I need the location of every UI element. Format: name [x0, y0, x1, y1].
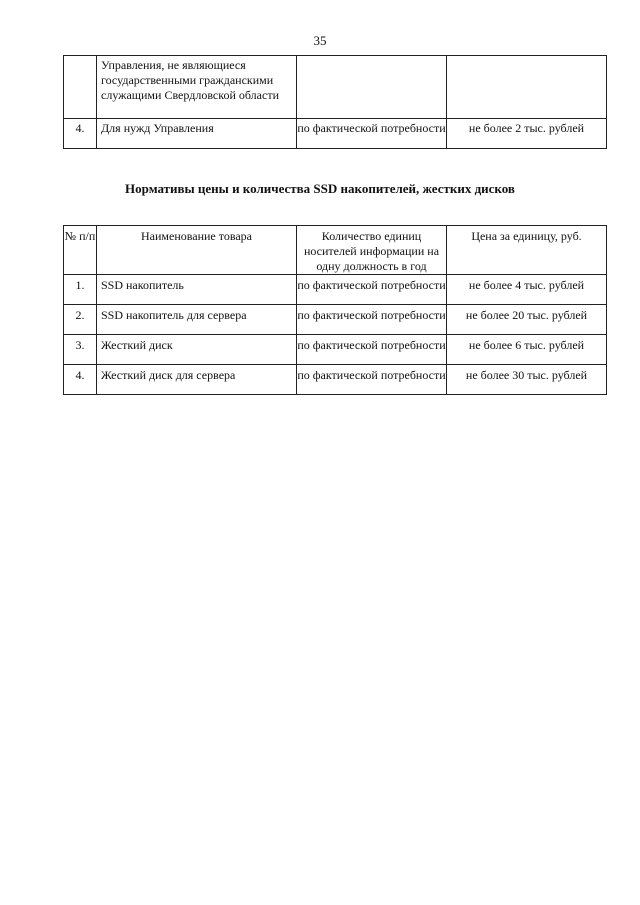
ssd-hdd-norms-table	[63, 225, 607, 395]
item-name-cell: Управления, не являющиеся государственными гражданскими служащими Свердловской области	[97, 56, 297, 119]
quantity-cell	[297, 56, 447, 119]
table-row	[64, 365, 607, 395]
quantity-cell: по фактической потребности	[297, 119, 447, 149]
quantity-cell: по фактической потребности	[297, 335, 447, 365]
row-number-cell: 2.	[64, 305, 97, 335]
price-cell: не более 4 тыс. рублей	[447, 275, 607, 305]
table-row	[64, 335, 607, 365]
item-name-cell: SSD накопитель	[97, 275, 297, 305]
table-row	[64, 305, 607, 335]
row-number-cell: 4.	[64, 119, 97, 149]
item-name-cell: Жесткий диск	[97, 335, 297, 365]
header-number: № п/п	[64, 226, 97, 275]
table-row	[64, 275, 607, 305]
table-row	[64, 56, 607, 119]
price-cell: не более 6 тыс. рублей	[447, 335, 607, 365]
table-header-row	[64, 226, 607, 275]
table-row	[64, 119, 607, 149]
price-cell	[447, 56, 607, 119]
continued-table	[63, 55, 607, 149]
price-cell: не более 30 тыс. рублей	[447, 365, 607, 395]
header-quantity: Количество единиц носителей информации на одну должность в год	[297, 226, 447, 275]
price-cell: не более 20 тыс. рублей	[447, 305, 607, 335]
row-number-cell	[64, 56, 97, 119]
section-title: Нормативы цены и количества SSD накопителей, жестких дисков	[125, 181, 515, 196]
row-number-cell: 1.	[64, 275, 97, 305]
item-name-cell: Жесткий диск для сервера	[97, 365, 297, 395]
price-cell: не более 2 тыс. рублей	[447, 119, 607, 149]
header-price: Цена за единицу, руб.	[447, 226, 607, 275]
item-name-cell: Для нужд Управления	[97, 119, 297, 149]
row-number-cell: 4.	[64, 365, 97, 395]
row-number-cell: 3.	[64, 335, 97, 365]
quantity-cell: по фактической потребности	[297, 305, 447, 335]
quantity-cell: по фактической потребности	[297, 275, 447, 305]
quantity-cell: по фактической потребности	[297, 365, 447, 395]
page-number: 35	[313, 33, 327, 48]
header-name: Наименование товара	[97, 226, 297, 275]
item-name-cell: SSD накопитель для сервера	[97, 305, 297, 335]
